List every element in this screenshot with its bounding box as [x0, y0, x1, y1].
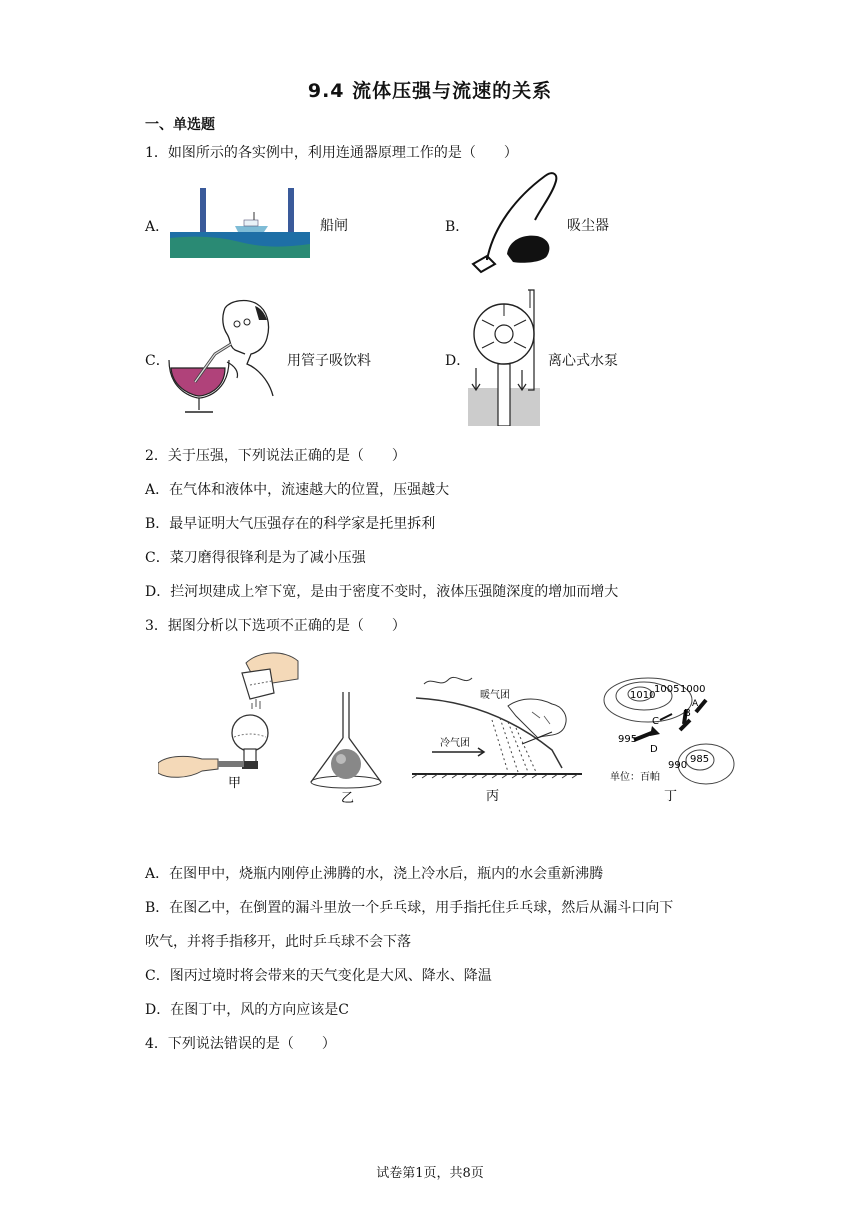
q3-option-c: C．图丙过境时将会带来的天气变化是大风、降水、降温	[145, 968, 492, 984]
figure-label-bing: 丙	[486, 789, 500, 804]
page-title: 9.4 流体压强与流速的关系	[307, 80, 553, 102]
question-3-stem: 3．据图分析以下选项不正确的是（ ）	[145, 618, 406, 634]
drinking-straw-figure	[165, 298, 285, 416]
q2-option-b: B．最早证明大气压强存在的科学家是托里拆利	[145, 516, 436, 532]
page-footer: 试卷第1页，共8页	[376, 1166, 484, 1181]
q3-option-d: D．在图丁中，风的方向应该是C	[145, 1002, 349, 1018]
ship-lock-figure	[170, 186, 310, 258]
isobar-label-1000: 1000	[680, 684, 706, 695]
question-4-stem: 4．下列说法错误的是（ ）	[145, 1036, 336, 1052]
figure-jia-flask	[158, 645, 308, 790]
centrifugal-pump-figure	[468, 286, 540, 426]
wind-label-a: A	[692, 699, 699, 709]
warm-air-mass-label: 暖气团	[480, 690, 510, 701]
isobar-label-1005: 1005	[654, 684, 680, 695]
figure-label-jia: 甲	[228, 776, 242, 790]
q1-option-a-letter: A．	[145, 219, 170, 235]
isobar-label-990: 990	[668, 760, 688, 771]
q1-option-a-caption: 船闸	[320, 218, 348, 234]
question-1-stem: 1．如图所示的各实例中，利用连通器原理工作的是（ ）	[145, 145, 518, 161]
q1-option-d-caption: 离心式水泵	[548, 353, 618, 369]
pressure-unit-label: 单位：百帕	[610, 772, 660, 783]
question-2-stem: 2．关于压强，下列说法正确的是（ ）	[145, 448, 406, 464]
q3-option-b: B．在图乙中，在倒置的漏斗里放一个乒乓球，用手指托住乒乓球，然后从漏斗口向下	[145, 900, 674, 916]
figure-yi-funnel	[305, 688, 385, 803]
wind-label-d: D	[650, 744, 658, 755]
wind-label-c: C	[652, 716, 659, 727]
q1-option-b-letter: B．	[445, 219, 470, 235]
q1-option-c-letter: C．	[145, 353, 170, 369]
section-heading: 一、单选题	[145, 117, 215, 133]
q1-option-c-caption: 用管子吸饮料	[287, 353, 371, 369]
q2-option-c: C．菜刀磨得很锋利是为了减小压强	[145, 550, 366, 566]
q3-option-b-continued: 吹气，并将手指移开，此时乒乓球不会下落	[145, 934, 411, 950]
q3-option-a: A．在图甲中，烧瓶内刚停止沸腾的水，浇上冷水后，瓶内的水会重新沸腾	[145, 866, 604, 882]
figure-label-ding: 丁	[664, 789, 678, 804]
isobar-label-1010: 1010	[630, 690, 656, 701]
q1-option-d-letter: D．	[445, 353, 471, 369]
q2-option-a: A．在气体和液体中，流速越大的位置，压强越大	[145, 482, 450, 498]
q1-option-b-caption: 吸尘器	[567, 218, 609, 234]
isobar-label-985: 985	[690, 754, 710, 765]
wind-label-b: B	[684, 708, 691, 719]
figure-bing-cold-front	[412, 672, 582, 804]
vacuum-cleaner-figure	[465, 168, 565, 276]
figure-ding-isobar-map	[600, 672, 740, 804]
figure-label-yi: 乙	[341, 791, 355, 803]
cold-air-mass-label: 冷气团	[440, 738, 470, 749]
isobar-label-995: 995	[618, 734, 638, 745]
q2-option-d: D．拦河坝建成上窄下宽，是由于密度不变时，液体压强随深度的增加而增大	[145, 584, 619, 600]
